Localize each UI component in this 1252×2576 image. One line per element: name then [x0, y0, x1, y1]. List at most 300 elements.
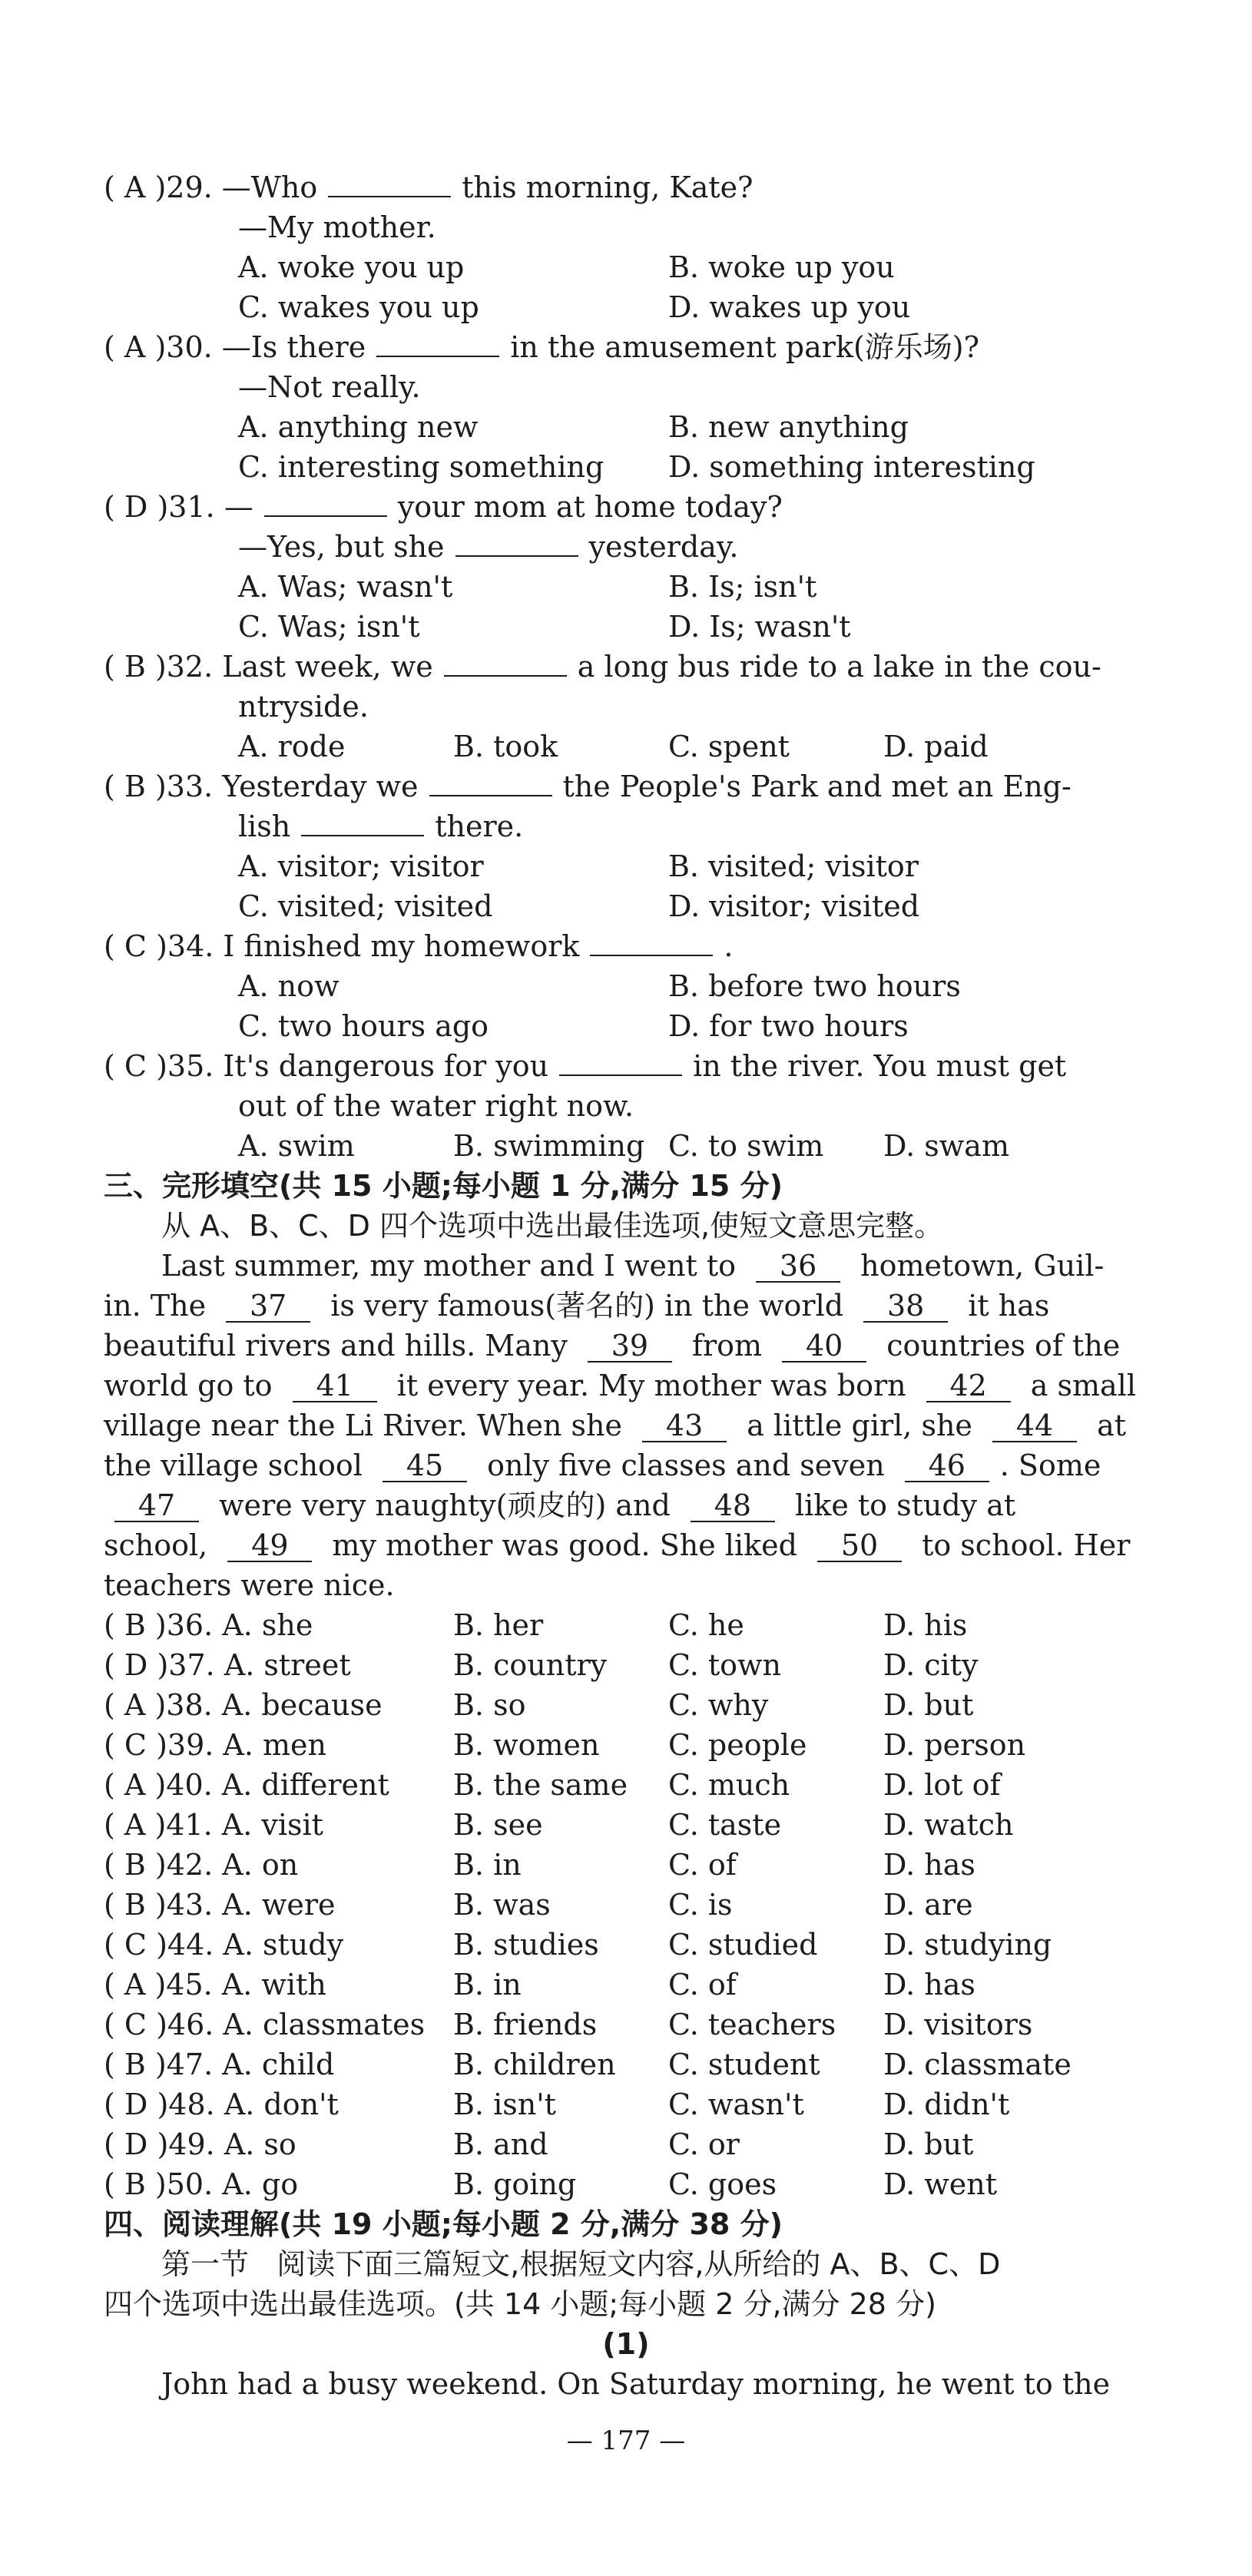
paren-open: ( [104, 1049, 124, 1083]
answer-letter: D [124, 1648, 148, 1682]
question-stem-rest: . [724, 929, 734, 963]
passage-text: in. The [104, 1289, 216, 1323]
answer-letter: C [124, 1728, 147, 1762]
answer-letter: B [124, 1848, 146, 1882]
option-b: B. swimming [453, 1129, 645, 1163]
question-stem: Last week, we [222, 650, 433, 684]
question-number: 46 [167, 2008, 205, 2041]
cloze-blank: 48 [691, 1490, 775, 1522]
cloze-blank: 36 [756, 1250, 840, 1283]
num-dot: . [204, 1608, 223, 1642]
question-stem-line [104, 327, 979, 367]
cloze-blank: 38 [863, 1290, 948, 1323]
option-c: C. goes [668, 2167, 777, 2201]
option-b: B. country [453, 1648, 608, 1682]
instruction-text: 从 A、B、C、D 四个选项中选出最佳选项,使短文意思完整。 [161, 1209, 944, 1243]
option-d: D. went [883, 2167, 998, 2201]
options-row [0, 447, 1252, 487]
answer-blank [444, 675, 567, 677]
cloze-blank: 45 [383, 1450, 467, 1482]
passage-line [104, 1445, 1101, 1485]
answer-letter: A [124, 1768, 146, 1802]
paren-close: ) [145, 330, 167, 364]
option-c: C. visited; visited [238, 889, 493, 923]
answer-blank [559, 1074, 682, 1076]
cloze-blank: 40 [782, 1330, 866, 1362]
option-c: C. taste [668, 1808, 782, 1842]
answer-blank [429, 795, 552, 796]
passage-text: a small [1021, 1369, 1136, 1402]
options-row [0, 567, 1252, 607]
options-row [0, 886, 1252, 926]
option-d: D. city [883, 1648, 979, 1682]
option-b: B. friends [453, 2008, 598, 2041]
option-d: D. didn't [883, 2088, 1010, 2121]
passage-text: the village school [104, 1449, 373, 1482]
option-b: B. woke up you [668, 250, 895, 284]
question-number: 37 [168, 1648, 206, 1682]
passage-line [104, 1485, 1015, 1525]
paren-open: ( [104, 1888, 124, 1922]
paren-open: ( [104, 1688, 124, 1722]
cloze-blank: 41 [293, 1370, 377, 1402]
question-stem-line [104, 1046, 1066, 1086]
paren-close: ) [145, 1848, 167, 1882]
option-c: C. town [668, 1648, 782, 1682]
passage-line [104, 1406, 1126, 1445]
option-b: B. was [453, 1888, 551, 1922]
answer-letter: C [124, 2008, 147, 2041]
option-a: A. child [222, 2048, 335, 2081]
section-heading-text: 四、阅读理解(共 19 小题;每小题 2 分,满分 38 分) [104, 2207, 783, 2241]
option-c: C. studied [668, 1928, 818, 1962]
num-dot: . [203, 1808, 222, 1842]
option-b: B. her [453, 1608, 544, 1642]
question-number: 43 [166, 1888, 204, 1922]
option-a: A. different [221, 1768, 389, 1802]
paren-close: ) [146, 929, 167, 963]
question-stem-line [104, 167, 754, 207]
option-d: D. Is; wasn't [668, 610, 851, 644]
num-dot: . [204, 1049, 224, 1083]
paren-open: ( [104, 2008, 124, 2041]
num-dot: . [204, 2048, 223, 2081]
num-dot: . [204, 650, 223, 684]
option-d: D. for two hours [668, 1009, 909, 1043]
cloze-blank: 44 [992, 1410, 1077, 1442]
num-dot: . [204, 1848, 223, 1882]
paren-close: ) [145, 2167, 167, 2201]
passage-text: countries of the [877, 1329, 1121, 1362]
question-stem-continued [238, 806, 523, 846]
paren-open: ( [104, 171, 124, 204]
paren-open: ( [104, 1728, 124, 1762]
num-dot: . [203, 330, 222, 364]
option-a: A. because [221, 1688, 383, 1722]
num-dot: . [204, 770, 223, 803]
cloze-item-row [0, 1965, 1252, 2005]
paren-open: ( [104, 1848, 124, 1882]
paren-close: ) [147, 490, 169, 524]
num-dot: . [204, 2167, 223, 2201]
question-stem: It's dangerous for you [223, 1049, 549, 1083]
dialogue-reply [238, 207, 436, 247]
question-number: 45 [166, 1968, 204, 2002]
answer-letter: C [124, 929, 147, 963]
stem-cont: out of the water right now. [238, 1089, 634, 1123]
option-c: C. spent [668, 730, 790, 763]
paren-close: ) [146, 2008, 167, 2041]
answer-letter: B [124, 2048, 146, 2081]
option-c: C. student [668, 2048, 820, 2081]
option-d: D. swam [883, 1129, 1009, 1163]
option-b: B. took [453, 730, 558, 763]
paren-open: ( [104, 929, 124, 963]
paren-close: ) [146, 1049, 167, 1083]
passage-text: it every year. My mother was born [387, 1369, 916, 1402]
section-heading-text: 三、完形填空(共 15 小题;每小题 1 分,满分 15 分) [104, 1169, 783, 1203]
option-b: B. and [453, 2127, 548, 2161]
option-a: A. were [222, 1888, 336, 1922]
passage-text: world go to [104, 1369, 282, 1402]
cloze-item-number [104, 2005, 425, 2045]
question-stem: I finished my homework [223, 929, 580, 963]
reply-text: yesterday. [588, 530, 739, 564]
option-c: C. to swim [668, 1129, 824, 1163]
cloze-item-row [0, 2124, 1252, 2164]
question-number: 48 [168, 2088, 206, 2121]
option-b: B. going [453, 2167, 577, 2201]
cloze-item-number [104, 1765, 389, 1805]
answer-blank [264, 515, 387, 517]
passage-text: a little girl, she [737, 1409, 982, 1442]
option-a: A. so [224, 2127, 296, 2161]
answer-letter: D [124, 2088, 148, 2121]
cloze-item-row [0, 1885, 1252, 1925]
paren-open: ( [104, 2088, 124, 2121]
cloze-item-number [104, 1605, 313, 1645]
cloze-item-row [0, 2164, 1252, 2204]
passage-text: at [1088, 1409, 1127, 1442]
cloze-item-number [104, 2084, 339, 2124]
num-dot: . [205, 2127, 224, 2161]
paren-open: ( [104, 1928, 124, 1962]
option-b: B. before two hours [668, 969, 961, 1003]
passage-line [104, 1286, 1049, 1326]
page-number [0, 2421, 1252, 2461]
option-b: B. in [453, 1848, 522, 1882]
cloze-blank: 43 [642, 1410, 727, 1442]
option-c: C. or [668, 2127, 740, 2161]
section-heading [104, 1166, 783, 1206]
passage-text: from [682, 1329, 772, 1362]
answer-letter: D [124, 490, 148, 524]
question-number: 29 [166, 171, 204, 204]
question-number: 34 [167, 929, 205, 963]
cloze-blank: 39 [588, 1330, 672, 1362]
paren-open: ( [104, 1768, 124, 1802]
option-a: A. woke you up [238, 250, 465, 284]
cloze-item-row [0, 1645, 1252, 1685]
cloze-item-row [0, 2045, 1252, 2084]
option-d: D. visitors [883, 2008, 1033, 2041]
option-d: D. visitor; visited [668, 889, 920, 923]
cloze-blank: 47 [114, 1490, 199, 1522]
cloze-item-number [104, 1725, 326, 1765]
options-row [0, 607, 1252, 647]
option-c: C. people [668, 1728, 807, 1762]
dialogue-reply [238, 527, 738, 567]
options-row [0, 1006, 1252, 1046]
passage-line [104, 1326, 1120, 1366]
options-row [0, 407, 1252, 447]
paren-close: ) [145, 1768, 167, 1802]
option-b: B. children [453, 2048, 616, 2081]
instruction-text: 第一节 阅读下面三篇短文,根据短文内容,从所给的 A、B、C、D [161, 2247, 1001, 2281]
question-stem-line [104, 647, 1101, 687]
passage-number [0, 2324, 1252, 2364]
cloze-item-row [0, 1925, 1252, 1965]
option-c: C. why [668, 1688, 769, 1722]
option-c: C. interesting something [238, 450, 604, 484]
paren-open: ( [104, 1608, 124, 1642]
paren-close: ) [145, 1808, 167, 1842]
cloze-blank: 42 [926, 1370, 1011, 1402]
answer-letter: C [124, 1928, 147, 1962]
option-d: D. something interesting [668, 450, 1035, 484]
option-d: D. but [883, 2127, 974, 2161]
paren-close: ) [146, 1928, 167, 1962]
answer-letter: A [124, 1808, 146, 1842]
option-d: D. classmate [883, 2048, 1071, 2081]
passage-line [104, 1366, 1136, 1406]
stem-cont: lish [238, 810, 291, 843]
question-number: 49 [168, 2127, 206, 2161]
passage-line [104, 1565, 395, 1605]
cloze-item-number [104, 1885, 336, 1925]
num-dot: . [204, 1928, 224, 1962]
option-d: D. but [883, 1688, 974, 1722]
answer-blank [376, 356, 499, 357]
paren-open: ( [104, 2048, 124, 2081]
paren-close: ) [145, 1608, 167, 1642]
options-row [0, 846, 1252, 886]
option-a: A. on [222, 1848, 299, 1882]
question-stem-rest: this morning, Kate? [462, 171, 754, 204]
cloze-blank: 46 [905, 1450, 989, 1482]
option-b: B. visited; visitor [668, 849, 919, 883]
option-c: C. teachers [668, 2008, 836, 2041]
option-a: A. now [238, 969, 339, 1003]
option-c: C. wasn't [668, 2088, 804, 2121]
cloze-item-row [0, 1725, 1252, 1765]
option-b: B. see [453, 1808, 543, 1842]
passage-line [161, 2364, 1110, 2404]
option-a: A. study [223, 1928, 344, 1962]
passage-text: like to study at [785, 1488, 1016, 1522]
question-stem-line [104, 767, 1071, 806]
question-stem-line [104, 487, 783, 527]
cloze-item-row [0, 1845, 1252, 1885]
paren-open: ( [104, 1808, 124, 1842]
passage-text: it has [959, 1289, 1050, 1323]
paren-close: ) [147, 2127, 169, 2161]
cloze-item-number [104, 1925, 343, 1965]
paren-close: ) [145, 1968, 167, 2002]
cloze-blank: 37 [226, 1290, 310, 1323]
option-a: A. with [221, 1968, 326, 2002]
option-a: A. men [223, 1728, 327, 1762]
passage-text: only five classes and seven [478, 1449, 894, 1482]
passage-line [104, 1525, 1130, 1565]
passage-text: Last summer, my mother and I went to [161, 1249, 746, 1283]
options-row [0, 727, 1252, 767]
section-heading [104, 2204, 783, 2244]
options-row [0, 966, 1252, 1006]
reply-text: —Not really. [238, 370, 421, 404]
paren-open: ( [104, 2167, 124, 2201]
option-d: D. paid [883, 730, 989, 763]
question-stem-rest: the People's Park and met an Eng- [562, 770, 1071, 803]
passage-text: is very famous(著名的) in the world [321, 1289, 853, 1323]
answer-blank [301, 835, 424, 836]
option-c: C. he [668, 1608, 744, 1642]
option-b: B. studies [453, 1928, 599, 1962]
question-stem-rest: in the amusement park(游乐场)? [510, 330, 979, 364]
cloze-item-row [0, 1805, 1252, 1845]
reply-text: —My mother. [238, 210, 436, 244]
option-a: A. rode [238, 730, 346, 763]
question-stem-rest: your mom at home today? [397, 490, 783, 524]
question-number: 40 [166, 1768, 204, 1802]
question-number: 33 [166, 770, 204, 803]
cloze-item-number [104, 2124, 296, 2164]
cloze-item-number [104, 1805, 323, 1845]
paren-open: ( [104, 330, 124, 364]
passage-text: were very naughty(顽皮的) and [210, 1488, 680, 1522]
question-number: 41 [166, 1808, 204, 1842]
question-number: 47 [166, 2048, 204, 2081]
question-number: 42 [166, 1848, 204, 1882]
option-c: C. wakes you up [238, 290, 479, 324]
option-a: A. street [224, 1648, 351, 1682]
paren-close: ) [145, 171, 167, 204]
option-a: A. swim [238, 1129, 355, 1163]
page-number-text: — 177 — [566, 2425, 686, 2456]
cloze-item-row [0, 1765, 1252, 1805]
question-stem-rest: a long bus ride to a lake in the cou- [577, 650, 1101, 684]
reply-text: —Yes, but she [238, 530, 445, 564]
option-a: A. anything new [238, 410, 479, 444]
option-c: C. is [668, 1888, 733, 1922]
options-row [0, 1126, 1252, 1166]
passage-text: hometown, Guil- [851, 1249, 1105, 1283]
passage-text: teachers were nice. [104, 1568, 395, 1602]
question-stem: Yesterday we [222, 770, 419, 803]
paren-open: ( [104, 490, 124, 524]
section-instruction [104, 2284, 936, 2324]
cloze-item-row [0, 2084, 1252, 2124]
cloze-item-row [0, 1605, 1252, 1645]
cloze-item-number [104, 1965, 326, 2005]
num-dot: . [203, 171, 222, 204]
option-b: B. in [453, 1968, 522, 2002]
answer-letter: D [124, 2127, 148, 2161]
passage-text: to school. Her [913, 1528, 1131, 1562]
paren-close: ) [145, 1688, 167, 1722]
option-a: A. visitor; visitor [238, 849, 484, 883]
option-a: A. go [222, 2167, 299, 2201]
options-row [0, 247, 1252, 287]
paren-close: ) [145, 650, 167, 684]
answer-letter: B [124, 770, 146, 803]
answer-letter: B [124, 650, 146, 684]
num-dot: . [203, 1768, 222, 1802]
question-number: 31 [168, 490, 206, 524]
passage-text: village near the Li River. When she [104, 1409, 632, 1442]
paren-open: ( [104, 770, 124, 803]
question-stem: — [224, 490, 253, 524]
num-dot: . [204, 929, 224, 963]
passage-text: school, [104, 1528, 217, 1562]
option-d: D. wakes up you [668, 290, 911, 324]
num-dot: . [204, 2008, 224, 2041]
question-number: 35 [167, 1049, 205, 1083]
question-number: 50 [166, 2167, 204, 2201]
num-dot: . [204, 1728, 224, 1762]
section-instruction [161, 1206, 943, 1246]
paren-open: ( [104, 1968, 124, 2002]
option-a: A. she [222, 1608, 313, 1642]
answer-letter: A [124, 330, 146, 364]
cloze-item-row [0, 2005, 1252, 2045]
cloze-item-number [104, 2164, 298, 2204]
answer-blank [328, 196, 451, 197]
instruction-text: 四个选项中选出最佳选项。(共 14 小题;每小题 2 分,满分 28 分) [104, 2287, 936, 2321]
passage-text: beautiful rivers and hills. Many [104, 1329, 577, 1362]
question-stem-rest: in the river. You must get [693, 1049, 1067, 1083]
option-d: D. has [883, 1968, 975, 2002]
answer-letter: A [124, 1688, 146, 1722]
question-stem-continued [238, 1086, 634, 1126]
cloze-blank: 50 [817, 1530, 902, 1562]
cloze-item-row [0, 1685, 1252, 1725]
stem-cont: ntryside. [238, 690, 369, 723]
answer-letter: B [124, 2167, 146, 2201]
cloze-item-number [104, 1685, 383, 1725]
num-dot: . [205, 2088, 224, 2121]
question-number: 38 [166, 1688, 204, 1722]
option-d: D. person [883, 1728, 1026, 1762]
option-d: D. his [883, 1608, 968, 1642]
option-a: A. classmates [223, 2008, 426, 2041]
stem-cont: there. [435, 810, 524, 843]
cloze-item-number [104, 1645, 351, 1685]
paren-close: ) [145, 2048, 167, 2081]
option-d: D. studying [883, 1928, 1052, 1962]
answer-letter: B [124, 1888, 146, 1922]
options-row [0, 287, 1252, 327]
num-dot: . [205, 1648, 224, 1682]
paren-close: ) [146, 1728, 167, 1762]
option-c: C. of [668, 1968, 737, 2002]
option-c: C. two hours ago [238, 1009, 489, 1043]
paren-open: ( [104, 2127, 124, 2161]
paren-close: ) [145, 770, 167, 803]
cloze-item-number [104, 2045, 334, 2084]
answer-letter: A [124, 171, 146, 204]
question-number: 30 [166, 330, 204, 364]
